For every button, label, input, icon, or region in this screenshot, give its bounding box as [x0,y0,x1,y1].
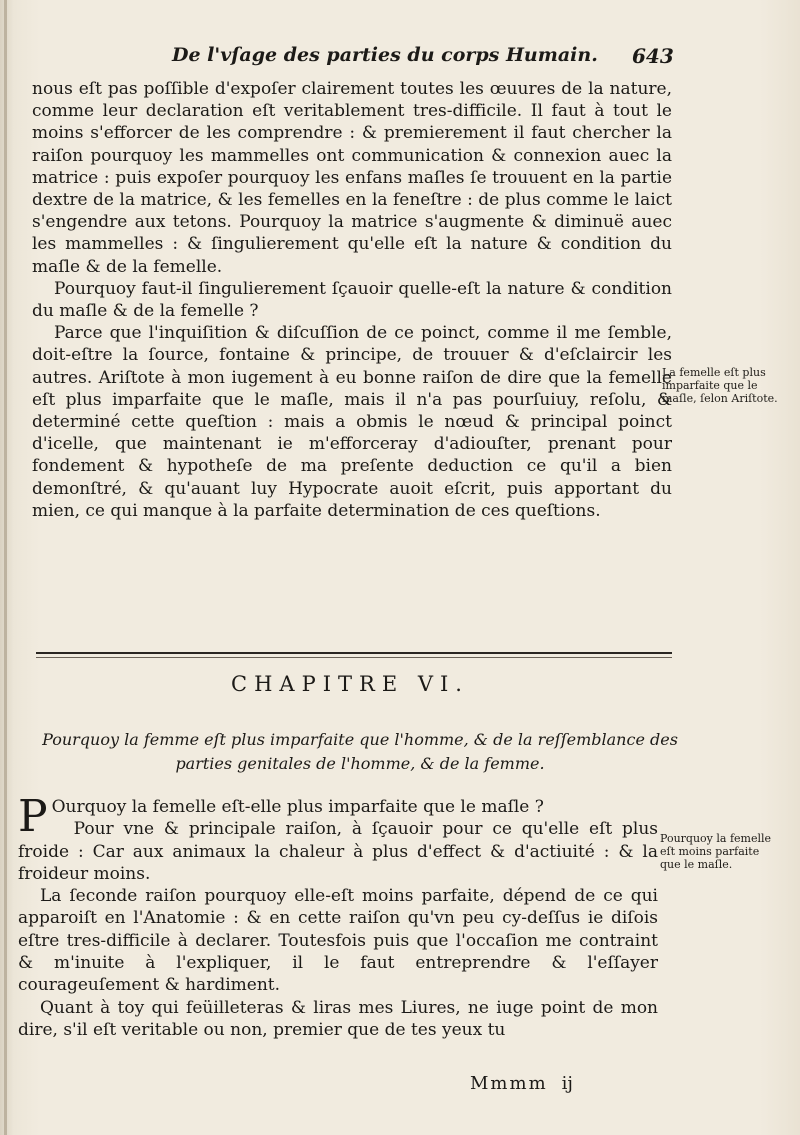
catchword-line [470,1073,573,1094]
chapter-subtitle: Pourquoy la femme eſt plus imparfaite que l'homme, & de la reſſemblance des parties genitales de l'homme, & de la femme. [42,730,678,773]
paragraph: La ſeconde raiſon pourquoy elle-eſt moins parfaite, dépend de ce qui apparoiſt en l'Anatomie : & en cette raiſon qu'vn peu cy-deſſus ie diſois eſtre tres-difficile à declarer. Toutesfois puis que l'occaſion me contraint & m'inuite à l'expliquer, il le faut entreprendre & l'eſſayer courageuſement & hardiment. [18,886,658,996]
paragraph [18,791,658,842]
running-title: De l'vſage des parties du corps Humain. [172,44,598,66]
chapter-title: CHAPITRE VI. [231,672,469,696]
paragraph: Quant à toy qui feüilleteras & liras mes Liures, ne iuge point de mon dire, s'il eſt veritable ou non, premier que de tes yeux tu [18,997,658,1040]
paragraph: Pourquoy faut-il ſingulierement ſçauoir quelle-eſt la nature & condition du maſle & de la femelle ? [32,278,672,322]
divider-rule [36,657,672,658]
page-number: 643 [632,44,674,68]
page-header [0,40,800,74]
margin-note: La femelle eſt plus imparfaite que le maſle, ſelon Ariſtote. [662,366,778,405]
paragraph-text: Ourquoy la femelle eſt-elle plus imparfaite que le maſle ? [51,797,544,817]
page-spine-edge [4,0,7,1135]
paragraph: nous eſt pas poſſible d'expoſer clairement toutes les œuures de la nature, comme leur declaration eſt veritablement tres-difficile. Il faut à tout le moins s'efforcer de les comprendre : & premierement il faut chercher la raiſon pourquoy les mammelles ont communication & connexion auec la matrice : puis expoſer pourquoy les enfans maſles ſe trouuent en la partie dextre de la matrice, & les femelles en la feneſtre : de plus comme le laict s'engendre aux tetons. Pourquoy la matrice s'augmente & diminuë auec les mammelles : & ſingulierement qu'elle eſt la nature & condition du maſle & de la femelle. [32,79,672,277]
paragraph: Pour vne & principale raiſon, à ſçauoir pour ce qu'elle eſt plus froide : Car aux animaux la chaleur à plus d'effect & d'actiuité : & la froideur moins. [18,819,658,884]
catchword: Mmmm [470,1073,548,1094]
main-text-bottom [18,791,658,1041]
drop-cap: P [18,791,48,842]
paragraph: Parce que l'inquiſition & diſcuſſion de ce poinct, comme il me ſemble, doit-eſtre la ſource, fontaine & principe, de trouuer & d'eſclaircir les autres. Ariſtote à mon iugement à eu bonne raiſon de dire que la femelle eſt plus imparfaite que le maſle, mais il n'a pas pourſuiuy, reſolu, & determiné cette queſtion : mais a obmis le nœud & principal poinct d'icelle, que maintenant ie m'efforceray d'adiouſter, prenant pour fondement & hypotheſe de ma preſente deduction ce qu'il a bien demonſtré, & qu'auant luy Hypocrate auoit eſcrit, puis apportant du mien, ce qui manque à la parfaite determination de ces queſtions. [32,323,672,521]
divider-rule [36,652,672,654]
margin-note: Pourquoy la femelle eſt moins parfaite que le maſle. [660,832,772,871]
signature-mark: ij [561,1073,573,1094]
main-text-top [32,78,672,522]
